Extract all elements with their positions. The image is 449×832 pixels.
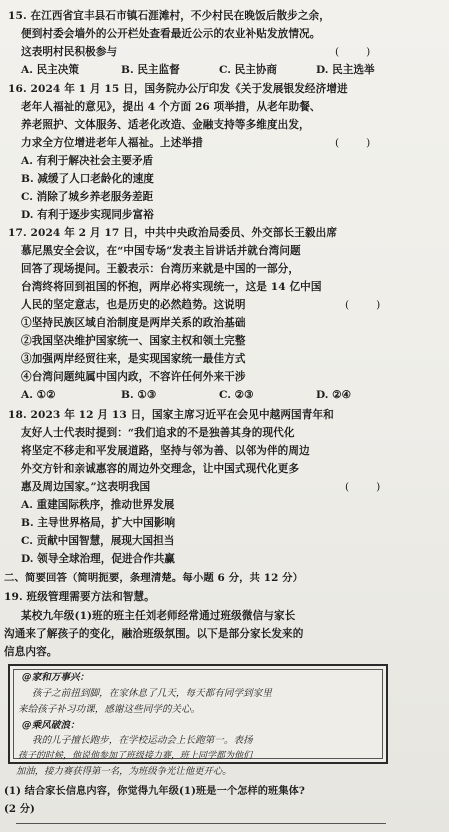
q17-statement-4: ④台湾问题纯属中国内政，不容许任何外来干涉 xyxy=(21,371,246,383)
q15-answer-bracket[interactable]: ( ) xyxy=(335,46,371,58)
q16-option-c[interactable]: C. 消除了城乡养老服务差距 xyxy=(21,191,154,203)
q18-option-b[interactable]: B. 主导世界格局，扩大中国影响 xyxy=(21,517,176,529)
q16-stem-line2: 老年人福祉的意见》，提出 4 个方面 26 项举措，从老年助餐、 xyxy=(21,101,321,113)
q16-option-a[interactable]: A. 有利于解决社会主要矛盾 xyxy=(21,155,154,167)
q19-para-line3: 信息内容。 xyxy=(4,646,58,658)
q17-option-b[interactable]: B. ①③ xyxy=(121,389,157,401)
q16-option-b[interactable]: B. 减缓了人口老龄化的速度 xyxy=(21,173,154,185)
q17-statement-1: ①坚持民族区域自治制度是两岸关系的政治基础 xyxy=(21,317,246,329)
message2-line1: 我的儿子擅长跑步，在学校运动会上长跑第一。表扬 xyxy=(32,735,253,746)
q18-option-d[interactable]: D. 领导全球治理，促进合作共赢 xyxy=(21,553,175,565)
q17-stem-line5: 人民的坚定意志，也是历史的必然趋势。这说明 xyxy=(21,299,246,311)
q18-stem-line4: 外交方针和亲诚惠容的周边外交理念，让中国式现代化更多 xyxy=(21,463,300,475)
q17-option-c[interactable]: C. ②③ xyxy=(219,389,254,401)
q17-stem-line4: 台湾终将回到祖国的怀抱，两岸必将实现统一，这是 14 亿中国 xyxy=(21,281,322,293)
q15-stem-line1: 15. 在江西省宜丰县石市镇石涯滩村，不少村民在晚饭后散步之余， xyxy=(8,10,330,22)
q15-stem-line3: 这表明村民积极参与 xyxy=(21,46,118,58)
q19-para-line1: 某校九年级(1)班的班主任刘老师经常通过班级微信与家长 xyxy=(21,610,296,622)
q19-stem: 19. 班级管理需要方法和智慧。 xyxy=(4,591,155,603)
q15-stem-line2: 便到村委会墙外的公开栏处查看最近公示的农业补贴发放情况。 xyxy=(21,28,321,40)
q17-answer-bracket[interactable]: ( ) xyxy=(345,299,381,311)
q18-option-c[interactable]: C. 贡献中国智慧，展现大国担当 xyxy=(21,535,175,547)
q18-option-a[interactable]: A. 重建国际秩序，推动世界发展 xyxy=(21,499,175,511)
message1-line1: 孩子之前扭到脚，在家休息了几天，每天都有同学到家里 xyxy=(32,688,272,699)
q17-statement-3: ③加强两岸经贸往来，是实现国家统一最佳方式 xyxy=(21,353,246,365)
q18-stem-line5: 惠及周边国家。”这表明我国 xyxy=(21,481,151,493)
q17-option-d[interactable]: D. ②④ xyxy=(316,389,352,401)
message2-line2: 孩子的时候，他说他参加了班级接力赛，班上同学都为他们 xyxy=(18,751,253,761)
q18-stem-line3: 将坚定不移走和平发展道路，坚持与邻为善、以邻为伴的周边 xyxy=(21,445,310,457)
q19-subquestion1-line1: (1) 结合家长信息内容，你觉得九年级(1)班是一个怎样的班集体? xyxy=(4,785,305,797)
q15-option-b[interactable]: B. 民主监督 xyxy=(121,64,180,76)
q16-stem-line3: 养老照护、文体服务、适老化改造、金融支持等多维度出发， xyxy=(21,119,310,131)
message2-line3: 加油，接力赛获得第一名，为班级争光让他更开心。 xyxy=(16,766,232,777)
q19-subquestion1-line2: (2 分) xyxy=(4,803,35,815)
q18-stem-line1: 18. 2023 年 12 月 13 日，国家主席习近平在会见中越两国青年和 xyxy=(8,409,334,421)
q16-stem-line4: 力求全方位增进老年人福祉。上述举措 xyxy=(21,137,203,149)
message1-sender: @家和万事兴： xyxy=(22,672,90,683)
q18-answer-bracket[interactable]: ( ) xyxy=(345,481,381,493)
q15-option-a[interactable]: A. 民主决策 xyxy=(21,64,79,76)
q17-stem-line3: 回答了现场提问。王毅表示：台湾历来就是中国的一部分， xyxy=(21,263,300,275)
q19-para-line2: 沟通来了解孩子的变化，融洽班级氛围。以下是部分家长发来的 xyxy=(4,628,304,640)
message2-sender: @乘风破浪： xyxy=(22,720,80,731)
q17-stem-line2: 慕尼黑安全会议，在“中国专场”发表主旨讲话并就台湾问题 xyxy=(21,245,301,257)
q16-stem-line1: 16. 2024 年 1 月 15 日，国务院办公厅印发《关于发展银发经济增进 xyxy=(8,83,348,95)
q18-stem-line2: 友好人士代表时提到：“我们追求的不是独善其身的现代化 xyxy=(21,427,295,439)
q16-option-d[interactable]: D. 有利于逐步实现同步富裕 xyxy=(21,209,154,221)
answer-line[interactable] xyxy=(16,823,386,824)
q16-answer-bracket[interactable]: ( ) xyxy=(335,137,371,149)
q15-option-d[interactable]: D. 民主选举 xyxy=(316,64,375,76)
q17-stem-line1: 17. 2024 年 2 月 17 日，中共中央政治局委员、外交部长王毅出席 xyxy=(8,227,338,239)
message1-line2: 来给孩子补习功课，感谢这些同学的关心。 xyxy=(18,704,201,715)
q15-option-c[interactable]: C. 民主协商 xyxy=(219,64,277,76)
section2-heading: 二、简要回答（简明扼要，条理清楚。每小题 6 分，共 12 分） xyxy=(4,572,304,584)
parent-messages-box xyxy=(8,664,388,764)
q17-statement-2: ②我国坚决维护国家统一、国家主权和领土完整 xyxy=(21,335,246,347)
q17-option-a[interactable]: A. ①② xyxy=(21,389,56,401)
